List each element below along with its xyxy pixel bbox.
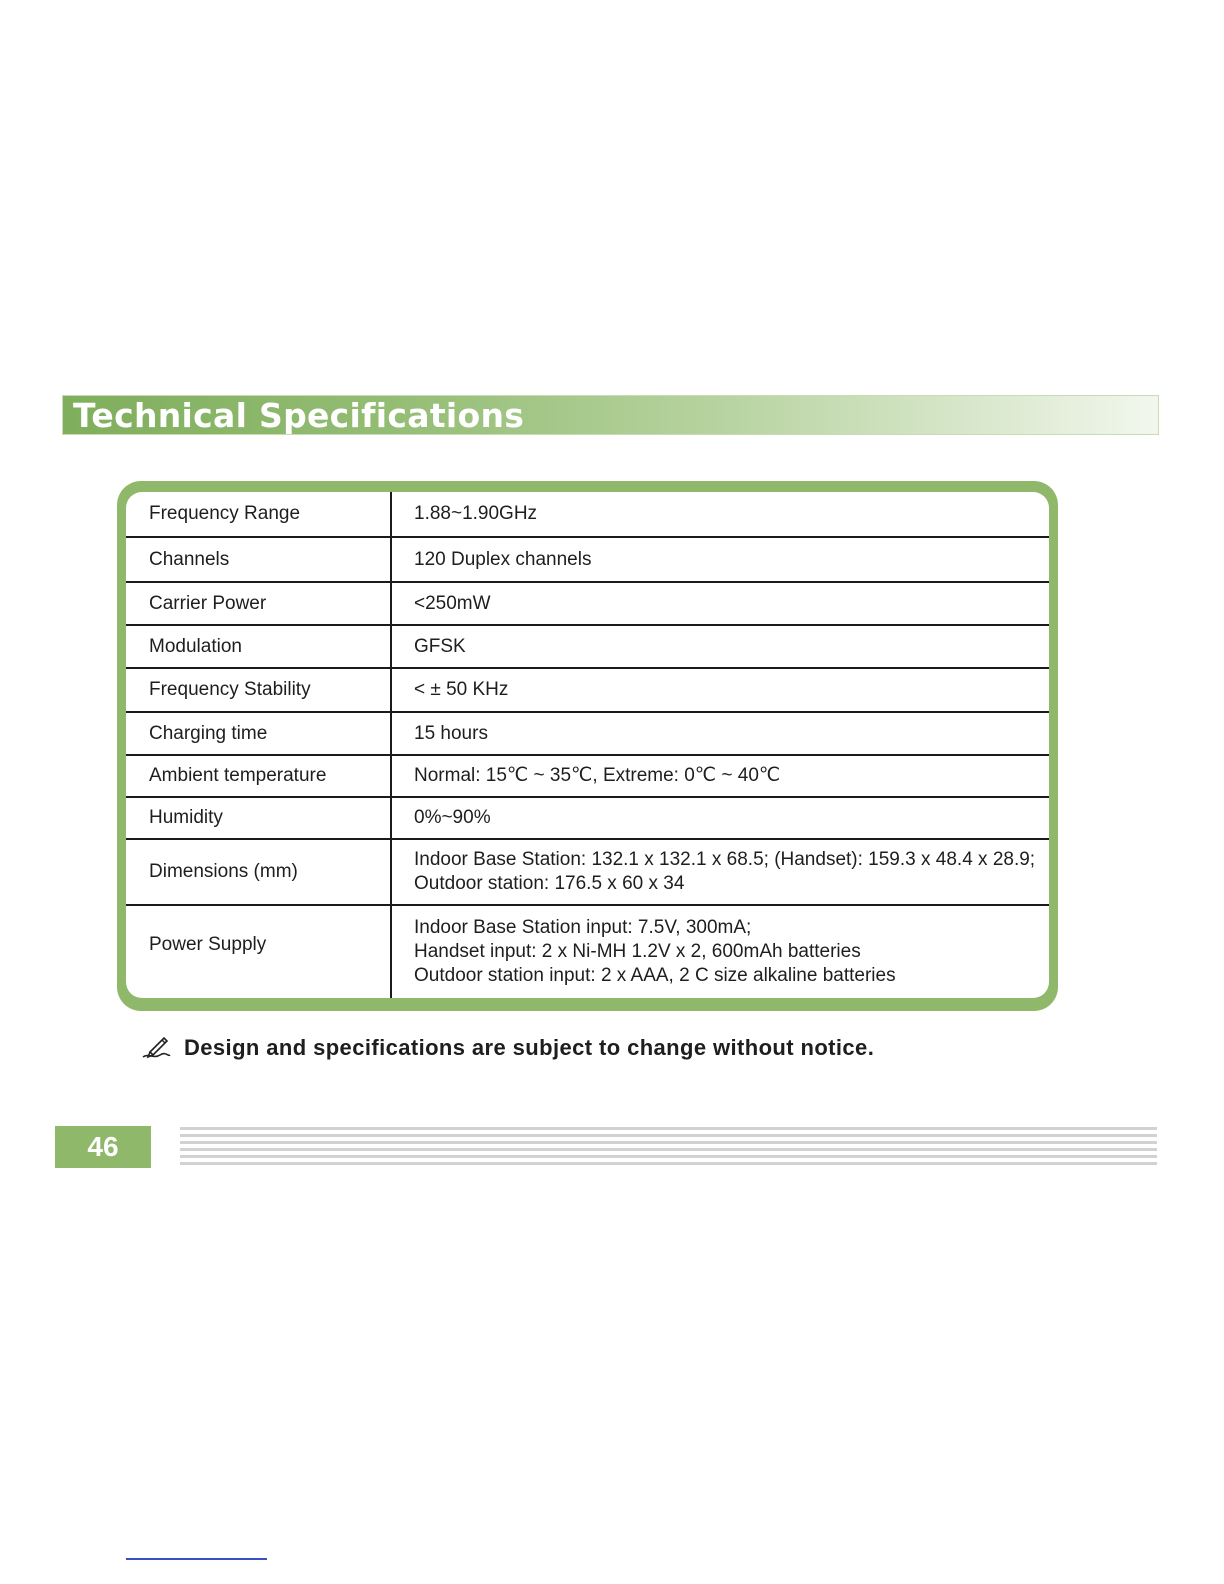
spec-value-line: Handset input: 2 x Ni-MH 1.2V x 2, 600mAh batteries bbox=[414, 941, 861, 962]
spec-value-line: < ± 50 KHz bbox=[414, 679, 509, 700]
spec-value-line: 120 Duplex channels bbox=[414, 548, 592, 570]
table-row bbox=[126, 625, 1049, 668]
pen-writing-icon bbox=[140, 1033, 172, 1063]
spec-value-line: GFSK bbox=[414, 635, 466, 657]
spec-value-line: <250mW bbox=[414, 592, 491, 614]
footer-rule-lines bbox=[180, 1127, 1157, 1169]
spec-value bbox=[391, 492, 1049, 537]
spec-value-line: Outdoor station: 176.5 x 60 x 34 bbox=[414, 873, 685, 894]
footer-rule bbox=[180, 1162, 1157, 1165]
spec-label: Modulation bbox=[126, 625, 391, 668]
spec-label: Power Supply bbox=[126, 905, 391, 998]
table-row bbox=[126, 755, 1049, 797]
page-number: 46 bbox=[87, 1131, 119, 1162]
spec-label: Frequency Stability bbox=[126, 668, 391, 712]
spec-value bbox=[391, 839, 1049, 905]
spec-value bbox=[391, 625, 1049, 668]
spec-label: Frequency Range bbox=[126, 492, 391, 537]
table-row bbox=[126, 712, 1049, 755]
table-row bbox=[126, 839, 1049, 905]
footer-rule bbox=[180, 1127, 1157, 1130]
spec-table-frame bbox=[117, 481, 1058, 1011]
spec-label: Humidity bbox=[126, 797, 391, 839]
spec-label: Dimensions (mm) bbox=[126, 839, 391, 905]
spec-value-line: Normal: 15℃ ~ 35℃, Extreme: 0℃ ~ 40℃ bbox=[414, 765, 781, 786]
spec-value-line: Indoor Base Station: 132.1 x 132.1 x 68.5; (Handset): 159.3 x 48.4 x 28.9; bbox=[414, 849, 1036, 870]
spec-value-line: 0%~90% bbox=[414, 807, 491, 828]
spec-value bbox=[391, 668, 1049, 712]
footer-rule bbox=[180, 1134, 1157, 1137]
table-row bbox=[126, 668, 1049, 712]
notice-text: Design and specifications are subject to change without notice. bbox=[184, 1035, 875, 1060]
spec-value bbox=[391, 582, 1049, 625]
spec-value-line: Outdoor station input: 2 x AAA, 2 C size alkaline batteries bbox=[414, 965, 896, 986]
spec-value-line: 15 hours bbox=[414, 722, 488, 744]
spec-label: Ambient temperature bbox=[126, 755, 391, 797]
spec-label: Channels bbox=[126, 537, 391, 582]
spec-table-panel bbox=[126, 492, 1049, 998]
table-row bbox=[126, 492, 1049, 537]
spec-value-line: 1.88~1.90GHz bbox=[414, 503, 538, 524]
section-title-banner bbox=[62, 395, 1159, 435]
spec-value-line: Indoor Base Station input: 7.5V, 300mA; bbox=[414, 917, 752, 938]
footer-rule bbox=[180, 1148, 1157, 1151]
spec-label: Charging time bbox=[126, 712, 391, 755]
footer-rule bbox=[180, 1155, 1157, 1158]
spec-value bbox=[391, 905, 1049, 998]
footer-rule bbox=[180, 1141, 1157, 1144]
spec-value bbox=[391, 797, 1049, 839]
bottom-divider bbox=[126, 1558, 267, 1560]
page-title: Technical Specifications bbox=[73, 396, 525, 435]
spec-label: Carrier Power bbox=[126, 582, 391, 625]
spec-value bbox=[391, 537, 1049, 582]
table-row bbox=[126, 797, 1049, 839]
table-row bbox=[126, 582, 1049, 625]
page-number-badge bbox=[55, 1126, 151, 1168]
spec-value bbox=[391, 755, 1049, 797]
table-row bbox=[126, 905, 1049, 998]
spec-value bbox=[391, 712, 1049, 755]
table-row bbox=[126, 537, 1049, 582]
notice-line bbox=[140, 1033, 874, 1063]
spec-table bbox=[126, 492, 1049, 998]
